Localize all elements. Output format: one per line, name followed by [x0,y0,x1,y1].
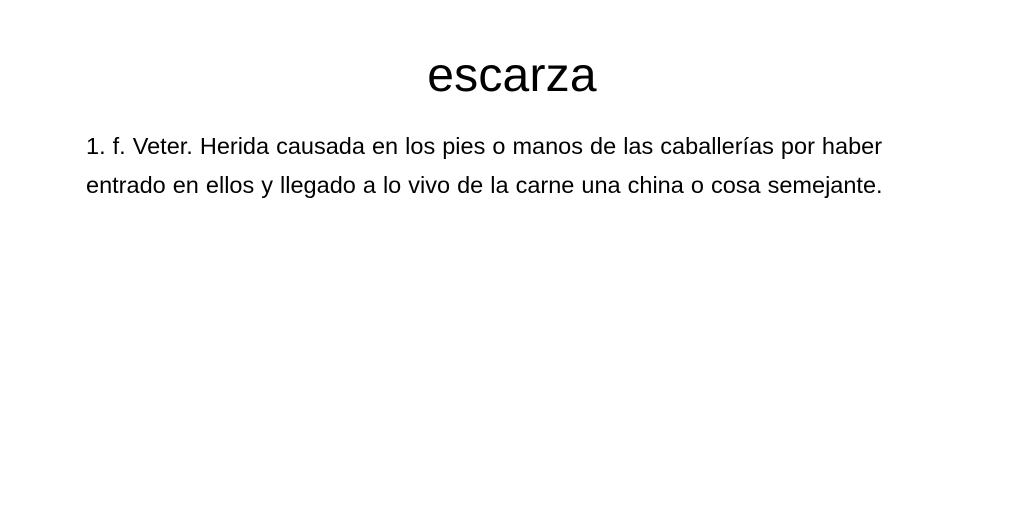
entry-definition: 1. f. Veter. Herida causada en los pies o manos de las caballerías por haber entrado en ellos y llegado a lo vivo de la carne una china o cosa semejante. [86,133,883,198]
entry-headword: escarza [427,49,597,102]
